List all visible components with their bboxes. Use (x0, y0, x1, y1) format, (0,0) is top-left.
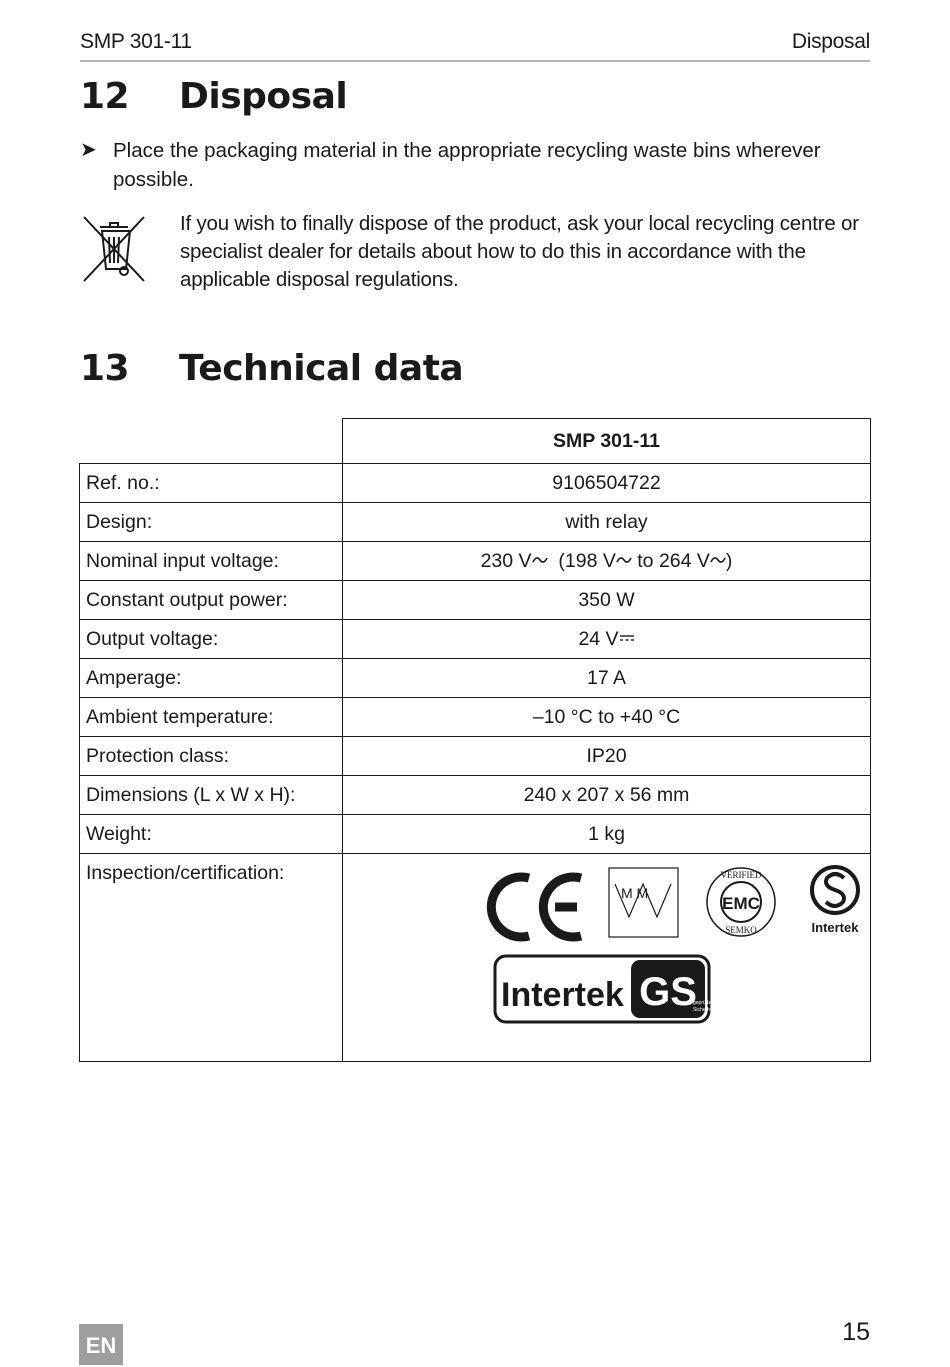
gs-text: GS (638, 970, 697, 1014)
intertek-small-text: Intertek (811, 920, 858, 935)
page-number: 15 (842, 1318, 870, 1346)
bullet-arrow-icon: ➤ (80, 139, 97, 161)
intertek-s-mark-icon (811, 867, 859, 935)
row-value: 350 W (343, 581, 871, 620)
language-tab: EN (79, 1324, 123, 1365)
table-row (80, 581, 871, 620)
table-row (80, 698, 871, 737)
header-chapter: Disposal (791, 30, 870, 53)
row-value: 1 kg (343, 815, 871, 854)
table-row (80, 659, 871, 698)
table-row (80, 620, 871, 659)
row-label: Ambient temperature: (80, 698, 343, 737)
bullet-text: Place the packaging material in the appropriate recycling waste bins wherever possible. (113, 139, 821, 191)
table-row (80, 815, 871, 854)
emc-semko-mark-icon (707, 868, 775, 936)
row-label: Output voltage: (80, 620, 343, 659)
certification-marks-cell (343, 854, 871, 1062)
semko-text: SEMKO (724, 925, 757, 935)
table-row (80, 737, 871, 776)
certification-marks (417, 862, 858, 1037)
section-number: 12 (80, 76, 130, 117)
verified-text: VERIFIED (720, 870, 761, 880)
row-label: Protection class: (80, 737, 343, 776)
row-value (343, 620, 871, 659)
mm-mark-icon (609, 868, 678, 937)
row-value (343, 542, 871, 581)
voltage-close-paren: ) (725, 549, 733, 572)
voltage-nominal: 230 V (480, 549, 532, 572)
intertek-gs-mark-icon (495, 956, 716, 1022)
section-number: 13 (80, 348, 130, 389)
table-row (80, 464, 871, 503)
row-label: Dimensions (L x W x H): (80, 776, 343, 815)
row-label: Inspection/certification: (80, 854, 343, 1062)
table-row (80, 854, 871, 1062)
disposal-instructions: If you wish to finally dispose of the product, ask your local recycling centre or specialist dealer for details about how to do this in accordance with the applicable disposal regulations. (180, 212, 859, 291)
table-corner-cell (80, 419, 343, 464)
technical-data-table (79, 418, 871, 1062)
row-label: Nominal input voltage: (80, 542, 343, 581)
voltage-max: to 264 V (637, 549, 710, 572)
ac-symbol-icon (616, 555, 632, 565)
intertek-large-text: Intertek (500, 976, 624, 1014)
emc-text: EMC (721, 894, 760, 913)
table-row (80, 542, 871, 581)
row-label: Amperage: (80, 659, 343, 698)
column-header: SMP 301-11 (343, 419, 871, 464)
ce-mark-icon (491, 877, 581, 937)
output-voltage-value: 24 V (578, 627, 619, 650)
row-label: Weight: (80, 815, 343, 854)
gs-sub1-text: geprüfte (692, 1000, 711, 1006)
voltage-min: (198 V (558, 549, 616, 572)
row-label: Design: (80, 503, 343, 542)
row-value: with relay (343, 503, 871, 542)
row-value: 9106504722 (343, 464, 871, 503)
ac-symbol-icon (532, 555, 548, 565)
row-value: –10 °C to +40 °C (343, 698, 871, 737)
crossed-out-wheelie-bin-icon (80, 213, 148, 285)
dc-symbol-icon (619, 633, 635, 643)
running-header (80, 28, 870, 62)
header-model: SMP 301-11 (80, 30, 192, 53)
row-value: IP20 (343, 737, 871, 776)
section-title: Technical data (179, 348, 464, 389)
table-row (80, 503, 871, 542)
mm-mark-text: M M (620, 885, 648, 901)
section-title: Disposal (179, 76, 348, 117)
table-header-row (80, 419, 871, 464)
row-label: Constant output power: (80, 581, 343, 620)
gs-sub2-text: Sicherheit (692, 1007, 715, 1013)
row-label: Ref. no.: (80, 464, 343, 503)
row-value: 17 A (343, 659, 871, 698)
row-value: 240 x 207 x 56 mm (343, 776, 871, 815)
ac-symbol-icon (710, 555, 726, 565)
table-row (80, 776, 871, 815)
